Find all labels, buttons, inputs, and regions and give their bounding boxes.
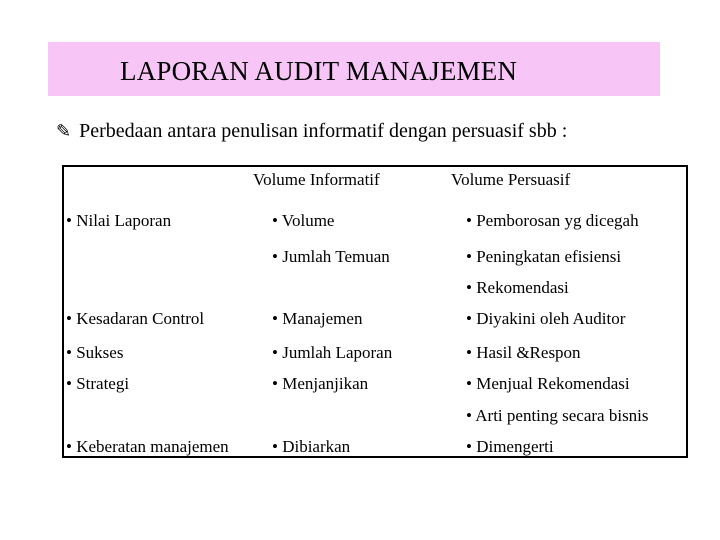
table-cell: • Dimengerti — [466, 437, 554, 456]
table-cell: • Rekomendasi — [466, 278, 569, 297]
header-persuasif: Volume Persuasif — [451, 170, 571, 189]
table-cell: • Strategi — [66, 374, 130, 393]
table-cell: • Jumlah Laporan — [272, 343, 393, 362]
table-cell: • Hasil &Respon — [466, 343, 581, 362]
table-cell: • Volume — [272, 211, 335, 230]
table-cell: • Keberatan manajemen — [66, 437, 229, 456]
table-cell: • Sukses — [66, 343, 124, 362]
table-cell: • Diyakini oleh Auditor — [466, 309, 626, 328]
table-cell: • Peningkatan efisiensi — [466, 247, 622, 266]
subtitle — [56, 120, 567, 143]
table-cell: • Manajemen — [272, 309, 363, 328]
pencil-arrow-icon: ✎ — [56, 121, 72, 142]
page-title: LAPORAN AUDIT MANAJEMEN — [120, 56, 518, 86]
table-cell: • Jumlah Temuan — [272, 247, 390, 266]
table-cell: • Menjanjikan — [272, 374, 369, 393]
table-cell: • Pemborosan yg dicegah — [466, 211, 639, 230]
subtitle-text: Perbedaan antara penulisan informatif dengan persuasif sbb : — [79, 120, 568, 142]
table-cell: • Kesadaran Control — [66, 309, 205, 328]
header-informatif: Volume Informatif — [253, 170, 380, 189]
table-cell: • Arti penting secara bisnis — [466, 406, 649, 425]
table-cell: • Nilai Laporan — [66, 211, 172, 230]
table-cell: • Dibiarkan — [272, 437, 351, 456]
table-cell: • Menjual Rekomendasi — [466, 374, 630, 393]
